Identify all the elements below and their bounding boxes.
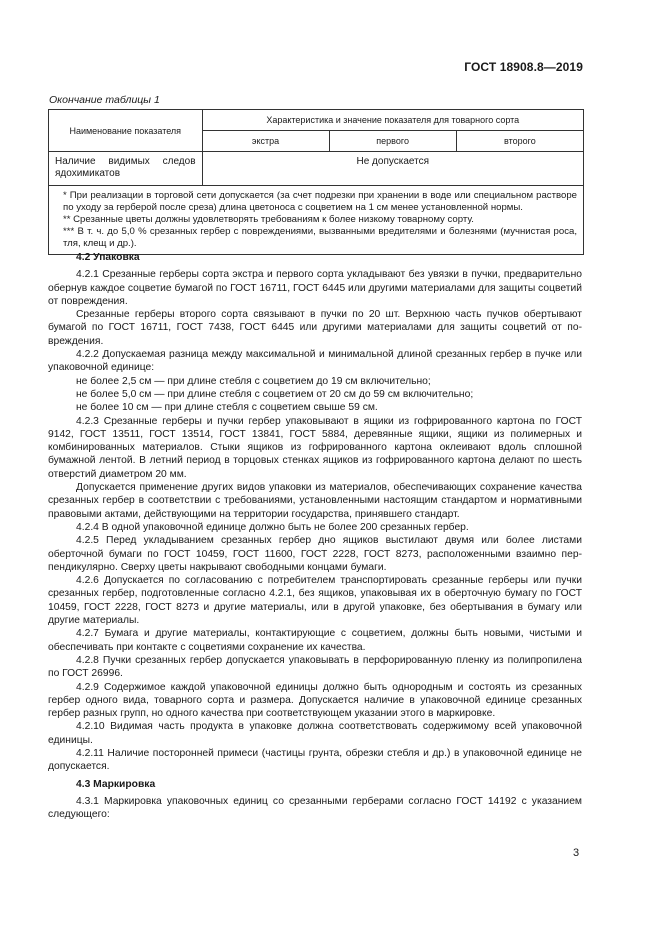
- grade-group-header: Характеристика и значение показателя для товарного сорта: [202, 110, 583, 131]
- row-indicator-value: Не допускается: [202, 152, 583, 186]
- length-tolerance-1: не более 2,5 см — при длине стебля с соцветием до 19 см включительно;: [76, 375, 431, 387]
- table-notes: [49, 186, 584, 255]
- grade-second-header: второго: [456, 131, 583, 152]
- clause-4-2-1-cont: Срезанные герберы второго сорта связывают в пучки по 20 шт. Верхнюю часть пучков обертывают бумагой по ГОСТ 16711, ГОСТ 7438, ГОСТ 6445 или другими материалами для защиты соцветий от повреждения.: [48, 309, 582, 347]
- col-name-header: Наименование показателя: [49, 110, 203, 152]
- clause-4-2-3: 4.2.3 Срезанные герберы и пучки гербер упаковывают в ящики из гофрированного картона по ГОСТ 9142, ГОСТ 13511, ГОСТ 13514, ГОСТ 13841, ГОСТ 5884, деревянные ящики, ящики из полимерных и комбинированных материалов. Стыки ящиков из гофрированного картона оклеивают вдоль сплошной бумажной лентой. В летний период в торцовых стенках ящиков из гофрированного картона делают по шесть отверстий диаметром 20 мм.: [48, 415, 582, 480]
- table-note-2: ** Срезанные цветы должны удовлетворять требованиям к более низкому товарному сорту.: [63, 214, 474, 225]
- clause-4-2-6: 4.2.6 Допускается по согласованию с потребителем транспортировать срезанные герберы или пучки срезанных гербер, подготовленные согласно 4.2.1, без ящиков, упаковывая их в оберточную бумагу по ГОСТ 10459, ГОСТ 2228, ГОСТ 8273 и другие материалы, или в другой упаковке, без обертывания в бумагу или другие материалы.: [48, 575, 582, 627]
- clause-4-2-9: 4.2.9 Содержимое каждой упаковочной единицы должно быть однородным и состоять из срезанных гербер одного вида, товарного сорта и размера. Допускается наличие в упаковочной единице срезанных гербер разных групп, но одного качества при соответствующем указании этого в маркировке.: [48, 681, 582, 720]
- clause-4-2-8: 4.2.8 Пучки срезанных гербер допускается упаковывать в перфорированную пленку из полипропилена по ГОСТ 26996.: [48, 654, 582, 680]
- clause-4-2-11: 4.2.11 Наличие посторонней примеси (частицы грунта, обрезки стебля и др.) в упаковочной единице не допускается.: [48, 747, 582, 773]
- standard-code: ГОСТ 18908.8—2019: [464, 60, 583, 74]
- table-note-1: * При реализации в торговой сети допускается (за счет подрезки при хранении в воде или специальном растворе по уходу за герберой после среза) длина цветоноса с соцветием на 1 см менее установленной нормы.: [63, 190, 577, 213]
- indicators-table: [48, 109, 584, 255]
- clause-4-2-2: 4.2.2 Допускаемая разница между максимальной и минимальной длиной срезанных гербер в пучке или упаковочной единице:: [48, 349, 582, 374]
- clause-4-2-7: 4.2.7 Бумага и другие материалы, контактирующие с соцветием, должны быть новыми, чистыми и обеспечивать при контакте с соцветиями сохранение их качества.: [48, 628, 582, 653]
- grade-extra-header: экстра: [202, 131, 329, 152]
- clause-4-2-3-cont: Допускается применение других видов упаковки из материалов, обеспечивающих сохранение качества срезанных гербер в соответствии с требованиями, установленными настоящим стандартом и нормативными правовыми актами, действующими на территории государства, принявшего стандарт.: [48, 482, 582, 520]
- document-body: [48, 251, 582, 821]
- length-tolerance-3: не более 10 см — при длине стебля с соцветием свыше 59 см.: [76, 402, 378, 414]
- section-4-3-title: 4.3 Маркировка: [76, 778, 156, 790]
- clause-4-3-1: 4.3.1 Маркировка упаковочных единиц со срезанными герберами согласно ГОСТ 14192 с указанием следующего:: [48, 795, 582, 821]
- clause-4-2-10: 4.2.10 Видимая часть продукта в упаковке должна соответствовать содержимому всей упаковочной единицы.: [48, 721, 582, 746]
- clause-4-2-5: 4.2.5 Перед укладыванием срезанных гербер дно ящиков выстилают двумя или более листами оберточной бумаги по ГОСТ 10459, ГОСТ 11600, ГОСТ 2228, ГОСТ 8273, расположенными взаимно перпендикулярно. Сверху цветы накрывают свободными концами бумаги.: [48, 535, 582, 573]
- row-indicator-name: Наличие видимых следов ядохимикатов: [49, 152, 203, 186]
- table-note-3: *** В т. ч. до 5,0 % срезанных гербер с повреждениями, вызванными вредителями и болезнями (мучнистая роса, тля, клещ и др.).: [63, 226, 577, 249]
- page-number: 3: [573, 847, 580, 859]
- section-4-2-title: 4.2 Упаковка: [76, 252, 140, 263]
- clause-4-2-4: 4.2.4 В одной упаковочной единице должно быть не более 200 срезанных гербер.: [76, 521, 469, 533]
- table-caption: Окончание таблицы 1: [49, 94, 160, 106]
- length-tolerance-2: не более 5,0 см — при длине стебля с соцветием от 20 см до 59 см включительно;: [76, 388, 474, 400]
- clause-4-2-1: 4.2.1 Срезанные герберы сорта экстра и первого сорта укладывают без увязки в пучки, предварительно обернув каждое соцветие бумагой по ГОСТ 16711, ГОСТ 6445 или другими материалами для защиты соцветий от повреждения.: [48, 269, 582, 307]
- grade-first-header: первого: [329, 131, 456, 152]
